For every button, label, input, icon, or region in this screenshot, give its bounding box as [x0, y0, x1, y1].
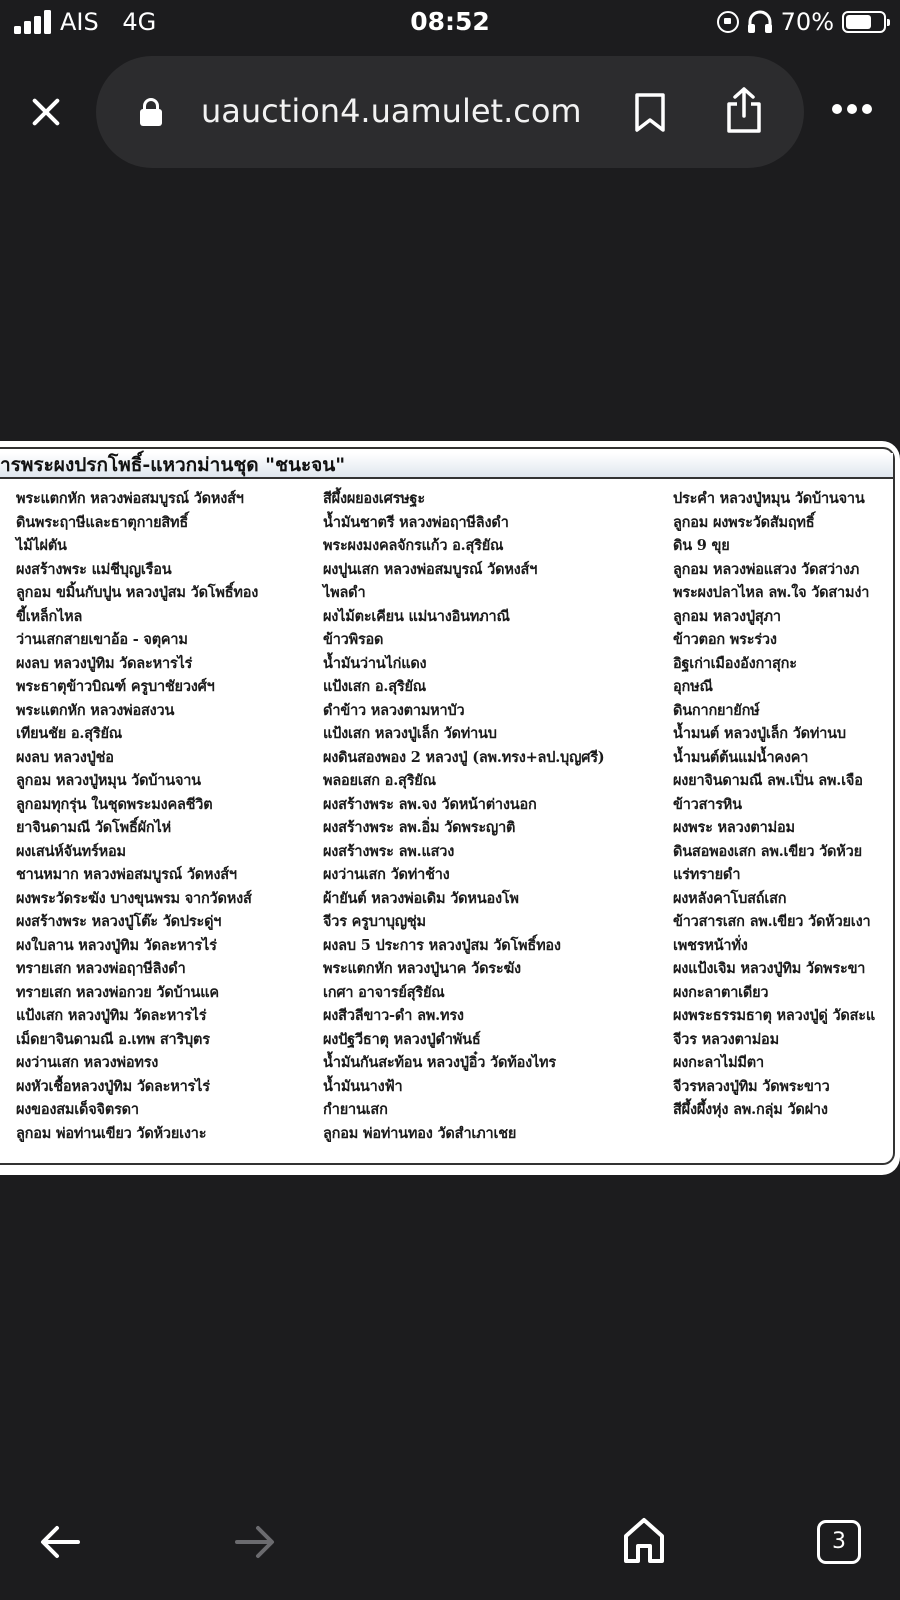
- list-item: จีวรหลวงปู่ทิม วัดพระขาว: [673, 1077, 830, 1095]
- status-right-group: [717, 8, 886, 36]
- list-item: ผงปัฐวีธาตุ หลวงปู่ดำพันธ์: [323, 1030, 481, 1048]
- list-item: ผงใบลาน หลวงปู่ทิม วัดละหารไร่: [16, 936, 217, 954]
- list-item: เม็ดยาจินดามณี อ.เทพ สาริบุตร: [16, 1030, 210, 1048]
- list-item: จีวร ครูบาบุญชุ่ม: [323, 913, 426, 930]
- list-item: พระแตกหัก หลวงปู่นาค วัดระฆัง: [323, 960, 521, 977]
- list-item: อิฐเก่าเมืองอังกาสุกะ: [673, 654, 797, 672]
- list-item: ดำข้าว หลวงตามหาบัว: [323, 701, 465, 719]
- list-item: แป้งเสก หลวงปู่เล็ก วัดท่านบ: [323, 725, 497, 742]
- list-item: ผงว่านเสก หลวงพ่อทรง: [16, 1054, 159, 1071]
- battery-percentage: 70%: [780, 8, 834, 36]
- list-item: ประคำ หลวงปู่หมุน วัดบ้านจาน: [673, 490, 865, 507]
- list-item: สีผึ้งผึ้งหุ่ง ลพ.กลุ่ม วัดฝาง: [673, 1101, 828, 1118]
- list-item: ลูกอม ผงพระวัดสัมฤทธิ์: [673, 513, 815, 531]
- list-item: ผงแป้งเจิม หลวงปู่ทิม วัดพระขา: [673, 960, 866, 977]
- bookmark-icon[interactable]: [634, 93, 666, 133]
- list-item: ดินสอพองเสก ลพ.เขียว วัดห้วย: [673, 842, 862, 860]
- list-item: ทรายเสก หลวงพ่อกวย วัดบ้านแค: [16, 983, 219, 1001]
- list-item: ผงพระวัดระฆัง บางขุนพรม จากวัดหงส์: [16, 889, 252, 907]
- list-item: ผงพระธรรมธาตุ หลวงปู่ดู่ วัดสะแ: [673, 1007, 876, 1024]
- list-item: พลอยเสก อ.สุริยัณ: [323, 772, 436, 789]
- list-item: อุกษณี: [673, 678, 713, 695]
- list-item: ลูกอม พ่อท่านเขียว วัดห้วยเงาะ: [16, 1124, 207, 1142]
- list-column-1: [16, 487, 258, 1145]
- list-item: ผ้ายันต์ หลวงพ่อเดิม วัดหนองโพ: [323, 889, 519, 907]
- list-column-3: [673, 487, 875, 1122]
- bottom-toolbar: [0, 1500, 900, 1600]
- list-item: กำยานเสก: [323, 1101, 388, 1118]
- list-item: ผงลบ หลวงปู่ทิม วัดละหารไร่: [16, 654, 193, 672]
- list-item: ผงพระ หลวงตาม่อม: [673, 819, 795, 836]
- list-item: ว่านเสกสายเขาอ้อ - จตุคาม: [16, 631, 188, 648]
- image-title: ารพระผงปรกโพธิ์-แหวกม่านชุด "ชนะจน": [0, 453, 893, 479]
- list-item: แป้งเสก อ.สุริยัณ: [323, 678, 427, 695]
- url-text[interactable]: uauction4.uamulet.com: [201, 92, 582, 130]
- content-image: [0, 441, 900, 1175]
- list-item: สีผึ้งผยองเศรษฐะ: [323, 490, 425, 507]
- list-item: เพชรหน้าทั่ง: [673, 936, 748, 954]
- list-item: ผงกะลาตาเดียว: [673, 983, 769, 1001]
- list-item: ลูกอม หลวงปู่สุภา: [673, 607, 781, 625]
- list-item: ลูกอมทุกรุ่น ในชุดพระมงคลชีวิต: [16, 795, 213, 813]
- list-item: ไม้ไผ่ตัน: [16, 537, 67, 554]
- image-frame: [0, 447, 895, 1165]
- list-item: ผงว่านเสก วัดท่าช้าง: [323, 866, 450, 883]
- list-item: ผงสร้างพระ หลวงปู่โต๊ะ วัดประดู่ฯ: [16, 913, 222, 930]
- list-item: ลูกอม หลวงปู่หมุน วัดบ้านจาน: [16, 772, 201, 789]
- list-item: เทียนชัย อ.สุริยัณ: [16, 725, 123, 742]
- status-time: 08:52: [410, 7, 490, 36]
- list-item: เกศา อาจารย์สุริยัณ: [323, 983, 445, 1001]
- list-item: ข้าวสารหิน: [673, 795, 742, 813]
- share-icon[interactable]: [724, 86, 764, 134]
- list-item: ลูกอม หลวงพ่อแสวง วัดสว่างภ: [673, 560, 860, 578]
- list-item: ชานหมาก หลวงพ่อสมบูรณ์ วัดหงส์ฯ: [16, 866, 237, 883]
- list-item: ผงลบ หลวงปู่ช่อ: [16, 748, 114, 766]
- battery-icon: [842, 11, 886, 33]
- list-item: ผงสร้างพระ ลพ.แสวง: [323, 842, 455, 860]
- list-item: ข้าวตอก พระร่วง: [673, 631, 777, 648]
- more-options-icon[interactable]: [832, 104, 872, 114]
- status-bar: [0, 0, 900, 46]
- back-arrow-icon[interactable]: [38, 1522, 82, 1562]
- list-item: ผงหลังคาโบสถ์เสก: [673, 889, 787, 907]
- list-item: ดิน 9 ขุย: [673, 537, 730, 554]
- list-column-2: [323, 487, 604, 1145]
- lock-icon: [140, 98, 162, 126]
- close-icon[interactable]: [26, 92, 66, 132]
- list-item: ยาจินดามณี วัดโพธิ์ผักไห่: [16, 819, 171, 836]
- list-item: ผงสร้างพระ ลพ.อิ่ม วัดพระญาติ: [323, 819, 516, 836]
- list-item: จีวร หลวงตาม่อม: [673, 1030, 779, 1048]
- rotation-lock-icon: [717, 11, 739, 33]
- list-item: น้ำมนต์ หลวงปู่เล็ก วัดท่านบ: [673, 725, 846, 742]
- list-item: ดินกากยายักษ์: [673, 701, 760, 719]
- carrier-name: AIS: [60, 8, 99, 36]
- list-item: ทรายเสก หลวงพ่อฤาษีลิงดำ: [16, 960, 186, 977]
- list-item: ผงหัวเชื้อหลวงปู่ทิม วัดละหารไร่: [16, 1077, 210, 1095]
- list-item: ลูกอม ขมิ้นกับปูน หลวงปู่สม วัดโพธิ์ทอง: [16, 584, 259, 601]
- list-item: ผงสร้างพระ แม่ชีบุญเรือน: [16, 560, 172, 578]
- list-item: น้ำมนต์ต้นแม่น้ำคงคา: [673, 748, 809, 766]
- forward-arrow-icon[interactable]: [233, 1522, 277, 1562]
- list-item: ผงของสมเด็จจิตรดา: [16, 1101, 139, 1118]
- list-item: พระธาตุข้าวบิณฑ์ ครูบาชัยวงศ์ฯ: [16, 678, 215, 695]
- list-item: ลูกอม พ่อท่านทอง วัดสำเภาเชย: [323, 1124, 517, 1142]
- list-item: ผงสร้างพระ ลพ.จง วัดหน้าต่างนอก: [323, 795, 537, 813]
- list-item: พระผงปลาไหล ลพ.ใจ วัดสามง่า: [673, 584, 870, 601]
- battery-level: [846, 15, 871, 29]
- list-item: พระผงมงคลจักรแก้ว อ.สุริยัณ: [323, 537, 504, 554]
- home-icon[interactable]: [622, 1516, 666, 1564]
- network-type: 4G: [122, 8, 157, 36]
- list-item: ผงปูนเสก หลวงพ่อสมบูรณ์ วัดหงส์ฯ: [323, 560, 538, 578]
- list-item: ผงเสน่ห์จันทร์หอม: [16, 842, 126, 860]
- list-item: ดินพระฤาษีและธาตุกายสิทธิ์: [16, 513, 189, 531]
- list-item: น้ำมันชาตรี หลวงพ่อฤาษีลิงดำ: [323, 513, 509, 531]
- list-item: น้ำมันกันสะท้อน หลวงปู่อิ๋ว วัดท้องไทร: [323, 1054, 556, 1071]
- list-item: ผงลบ 5 ประการ หลวงปู่สม วัดโพธิ์ทอง: [323, 936, 561, 954]
- list-item: แร่ทรายดำ: [673, 866, 741, 883]
- tabs-button[interactable]: 3: [817, 1520, 861, 1564]
- list-item: ไพลดำ: [323, 584, 366, 601]
- headphones-icon: [747, 10, 773, 34]
- list-item: ผงกะลาไม่มีตา: [673, 1054, 764, 1071]
- list-item: น้ำมันนางฟ้า: [323, 1077, 403, 1095]
- list-item: แป้งเสก หลวงปู่ทิม วัดละหารไร่: [16, 1007, 207, 1024]
- list-item: ผงไม้ตะเคียน แม่นางอินทภาณี: [323, 607, 510, 625]
- list-item: พระแตกหัก หลวงพ่อสมบูรณ์ วัดหงส์ฯ: [16, 490, 244, 507]
- list-item: น้ำมันว่านไก่แดง: [323, 654, 427, 672]
- list-item: ผงยาจินดามณี ลพ.เปิ่น ลพ.เจือ: [673, 772, 863, 789]
- list-item: ผงดินสองพอง 2 หลวงปู่ (ลพ.ทรง+ลป.บุญศรี): [323, 748, 605, 766]
- list-item: ผงสีวลีขาว-ดำ ลพ.ทรง: [323, 1007, 464, 1024]
- list-item: พระแตกหัก หลวงพ่อสงวน: [16, 701, 175, 719]
- address-bar[interactable]: [96, 56, 804, 168]
- list-item: ขี้เหล็กไหล: [16, 607, 83, 625]
- list-item: ข้าวสารเสก ลพ.เขียว วัดห้วยเงา: [673, 913, 871, 930]
- list-item: ข้าวพิรอด: [323, 631, 384, 648]
